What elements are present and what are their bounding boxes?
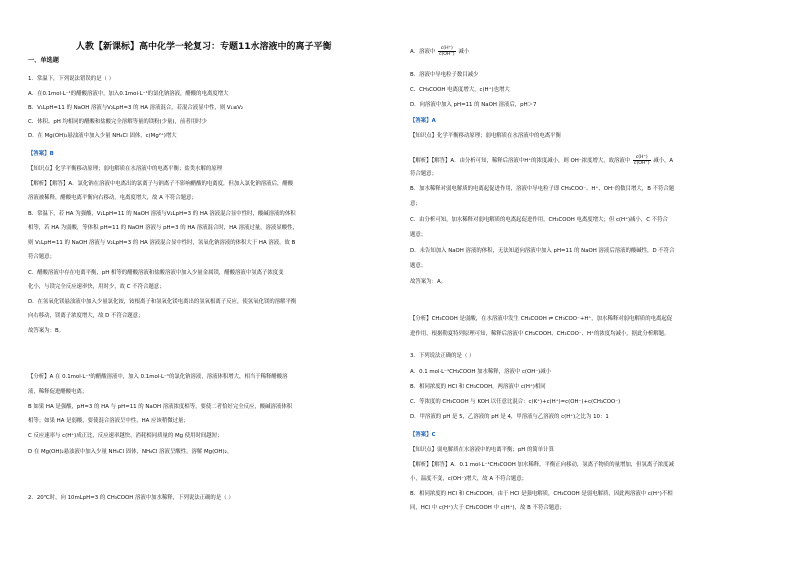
text-line: 同，HCl 中 c(H⁺)大于 CH₃COOH 中 c(H⁺)，故 B 不符合题意； (410, 505, 565, 511)
text-line: D．向溶液中加入 pH=11 的 NaOH 溶液后，pH＞7 (410, 102, 537, 108)
text-line: 【分析】CH₃COOH 是弱酸，在水溶液中发生 CH₃COOH ⇌ CH₃COO⁻+H⁺，加水稀释对弱电解质的电离起促 (410, 316, 673, 322)
text-line: 故答案为：A。 (410, 279, 447, 285)
text-line: C．体积、pH 均相同的醋酸和盐酸完全溶解等量的镁粉(少量)，前者用时少 (28, 119, 207, 125)
fraction: $\frac{c(H^+)}{c(OH^-)}$ (633, 155, 650, 166)
text-line: 【答案】A (410, 118, 436, 124)
text-line: C．由分析可知，加水稀释对弱电解质的电离起促进作用，CH₃COOH 电离度增大；但 c(H⁺)减小，C 不符合 (410, 217, 668, 223)
text-line: 2．20℃时，向 10mLpH=3 的 CH₃COOH 溶液中加水稀释，下列说法正确的是（ ） (28, 495, 234, 501)
text-line: 【解析】【解答】A．0.1 mol·L⁻¹CH₃COOH 加水稀释，平衡正向移动，氢离子物质的量增加，但氢离子浓度减 (410, 462, 674, 468)
text-line: 题意； (410, 232, 427, 238)
text-line: 【知识点】化学平衡移动原理；弱电解质在水溶液中的电离平衡；盐类水解的原理 (28, 166, 223, 172)
text-line: 【答案】B (28, 151, 54, 157)
text-line: D 在 Mg(OH)₂悬浊液中加入少量 NH₄Cl 固体，NH₄Cl 溶液呈酸性，溶解 Mg(OH)₂。 (28, 449, 233, 455)
text-line: B 如果 HA 是强酸，pH=3 的 HA 与 pH=11 的 NaOH 溶液浓度相等，要使二者恰好完全反应，酸碱溶液体积 (28, 404, 293, 410)
text-line: 意； (410, 201, 421, 207)
text-line: 则 V₁LpH=11 的 NaOH 溶液与 V₂LpH=3 的 HA 溶液混合显中性时，氢氧化钠溶液的体积大于 HA 溶液，故 B (28, 240, 296, 246)
text-line: 化小，与镁完全反应速率快，用时少，故 C 不符合题意； (28, 284, 165, 290)
text-line: D．甲溶液的 pH 是 5，乙溶液的 pH 是 4，甲溶液与乙溶液的 c(H⁺)之比为 10：1 (410, 414, 609, 420)
text-line: C 反应速率与 c(H⁺)成正比，反应速率越快，消耗相同质量的 Mg 使用时间越短； (28, 433, 223, 439)
text-line: B．常温下，若 HA 为强酸，V₁LpH=11 的 NaOH 溶液与V₂LpH=3 的 HA 溶液混合显中性时，酸碱溶液的体积 (28, 211, 296, 217)
text-line: 相等，若 HA 为弱酸，等体积 pH=11 的 NaOH 溶液与 pH=3 的 HA 溶液混合时，HA 溶液过量，溶液显酸性， (28, 225, 298, 231)
text-line: 故答案为：B。 (28, 328, 65, 334)
text-line: A．0.1 mol·L⁻¹CH₃COOH 加水稀释，溶液中 c(OH⁻)减小 (410, 369, 552, 375)
text-line: B．V₁LpH=11 的 NaOH 溶液与V₂LpH=3 的 HA 溶液混合，若混合液显中性，则 V₁≤V₂ (28, 105, 244, 111)
text-line: 3．下列说法正确的是（ ） (410, 353, 475, 359)
text-line: B．相同浓度的 HCl 和 CH₃COOH，两溶液中 c(H⁺)相同 (410, 384, 546, 390)
text-line: 小，温度不变，c(OH⁻)增大，故 A 不符合题意； (410, 476, 528, 482)
text-line: 【分析】A 在 0.1mol·L⁻¹的醋酸溶液中，加入 0.1mol·L⁻¹的氯化钠溶液，溶液体积增大，相当于稀释醋酸溶 (28, 374, 288, 380)
text-line: D．在氢氧化镁悬浊液中加入少量氯化铵，铵根离子和氢氧化镁电离出的氢氧根离子反应，使氢氧化镁的溶解平衡 (28, 299, 297, 305)
text-line: 符合题意； (28, 254, 55, 260)
text-line: 题意； (410, 263, 427, 269)
text-line: B．加水稀释对弱电解质的电离起促进作用，溶液中导电粒子即 CH₃COO⁻、H⁺、OH⁻的数目增大，B 不符合题 (410, 186, 675, 192)
text-line: D．未告知加入 NaOH 溶液的体积，无法知道向溶液中加入 pH=11 的 NaOH 溶液后溶液的酸碱性，D 不符合 (410, 248, 675, 254)
text-line: 1．常温下，下列说法错误的是（ ） (28, 76, 115, 82)
text-line: C．醋酸溶液中存在电离平衡，pH 相等的醋酸溶液和盐酸溶液中加入少量金属镁，醋酸溶液中氢离子浓度变 (28, 270, 284, 276)
doc-title: 人教【新课标】高中化学一轮复习：专题11水溶液中的离子平衡 (76, 42, 332, 52)
text-line: B．相同浓度的 HCl 和 CH₃COOH，由于 HCl 是强电解质，CH₃COOH 是弱电解质，因此两溶液中 c(H⁺)不相 (410, 491, 673, 497)
text-line: 相等；如果 HA 是弱酸，要使混合溶液呈中性，HA 应该稍微过量； (28, 418, 189, 424)
text-line: A．在0.1mol·L⁻¹的醋酸溶液中，加入0.1mol·L⁻¹的氯化钠溶液，醋酸的电离度增大 (28, 91, 229, 97)
text-line: 【知识点】化学平衡移动原理；弱电解质在水溶液中的电离平衡 (410, 133, 561, 139)
fraction: $\frac{c(H^+)}{c(OH^-)}$ (438, 46, 455, 57)
text-line: D．在 Mg(OH)₂悬浊液中加入少量 NH₄Cl 固体，c(Mg²⁺)增大 (28, 133, 177, 139)
text-line: 【答案】C (410, 432, 436, 438)
text-line: 进作用，根据勒夏特列原理可知，稀释后溶液中 CH₃COOH、CH₃COO⁻、H⁺的浓度均减小，据此分析解题。 (410, 331, 670, 337)
text-line: 符合题意； (410, 171, 437, 177)
text-line: C．CH₃COOH 电离度增大，c(H⁺)也增大 (410, 87, 510, 93)
text-line: 【知识点】弱电解质在水溶液中的电离平衡；pH 的简单计算 (410, 447, 554, 453)
text-line: C．等浓度的 CH₃COOH 与 KOH 以任意比混合：c(K⁺)+c(H⁺)=c(OH⁻)+c(CH₃COO⁻) (410, 399, 621, 405)
text-line: 【解析】【解答】A．氯化钠在溶液中电离出的氯离子与钠离子不影响醋酸的电离度，但加入氯化钠溶液后，醋酸 (28, 181, 294, 187)
q2-parse-line: 【解析】【解答】A．由分析可知，稀释后溶液中H⁺的浓度减小，则 OH⁻浓度增大，故溶液中 $\frac{c(H^+)}{c(OH^-)}$ 减小，A (410, 155, 674, 166)
q2-option-a: A．溶液中 $\frac{c(H^+)}{c(OH^-)}$ 减小 (410, 46, 470, 57)
text-line: 向右移动，镁离子浓度增大，故 D 不符合题意； (28, 313, 144, 319)
text-line: 溶液被稀释，醋酸电离平衡向右移动，电离度增大，故 A 不符合题意； (28, 195, 197, 201)
section-heading: 一、单选题 (28, 57, 59, 64)
text-line: 液，稀释促进醋酸电离； (28, 389, 88, 395)
text-line: B．溶液中导电粒子数目减少 (410, 72, 479, 78)
